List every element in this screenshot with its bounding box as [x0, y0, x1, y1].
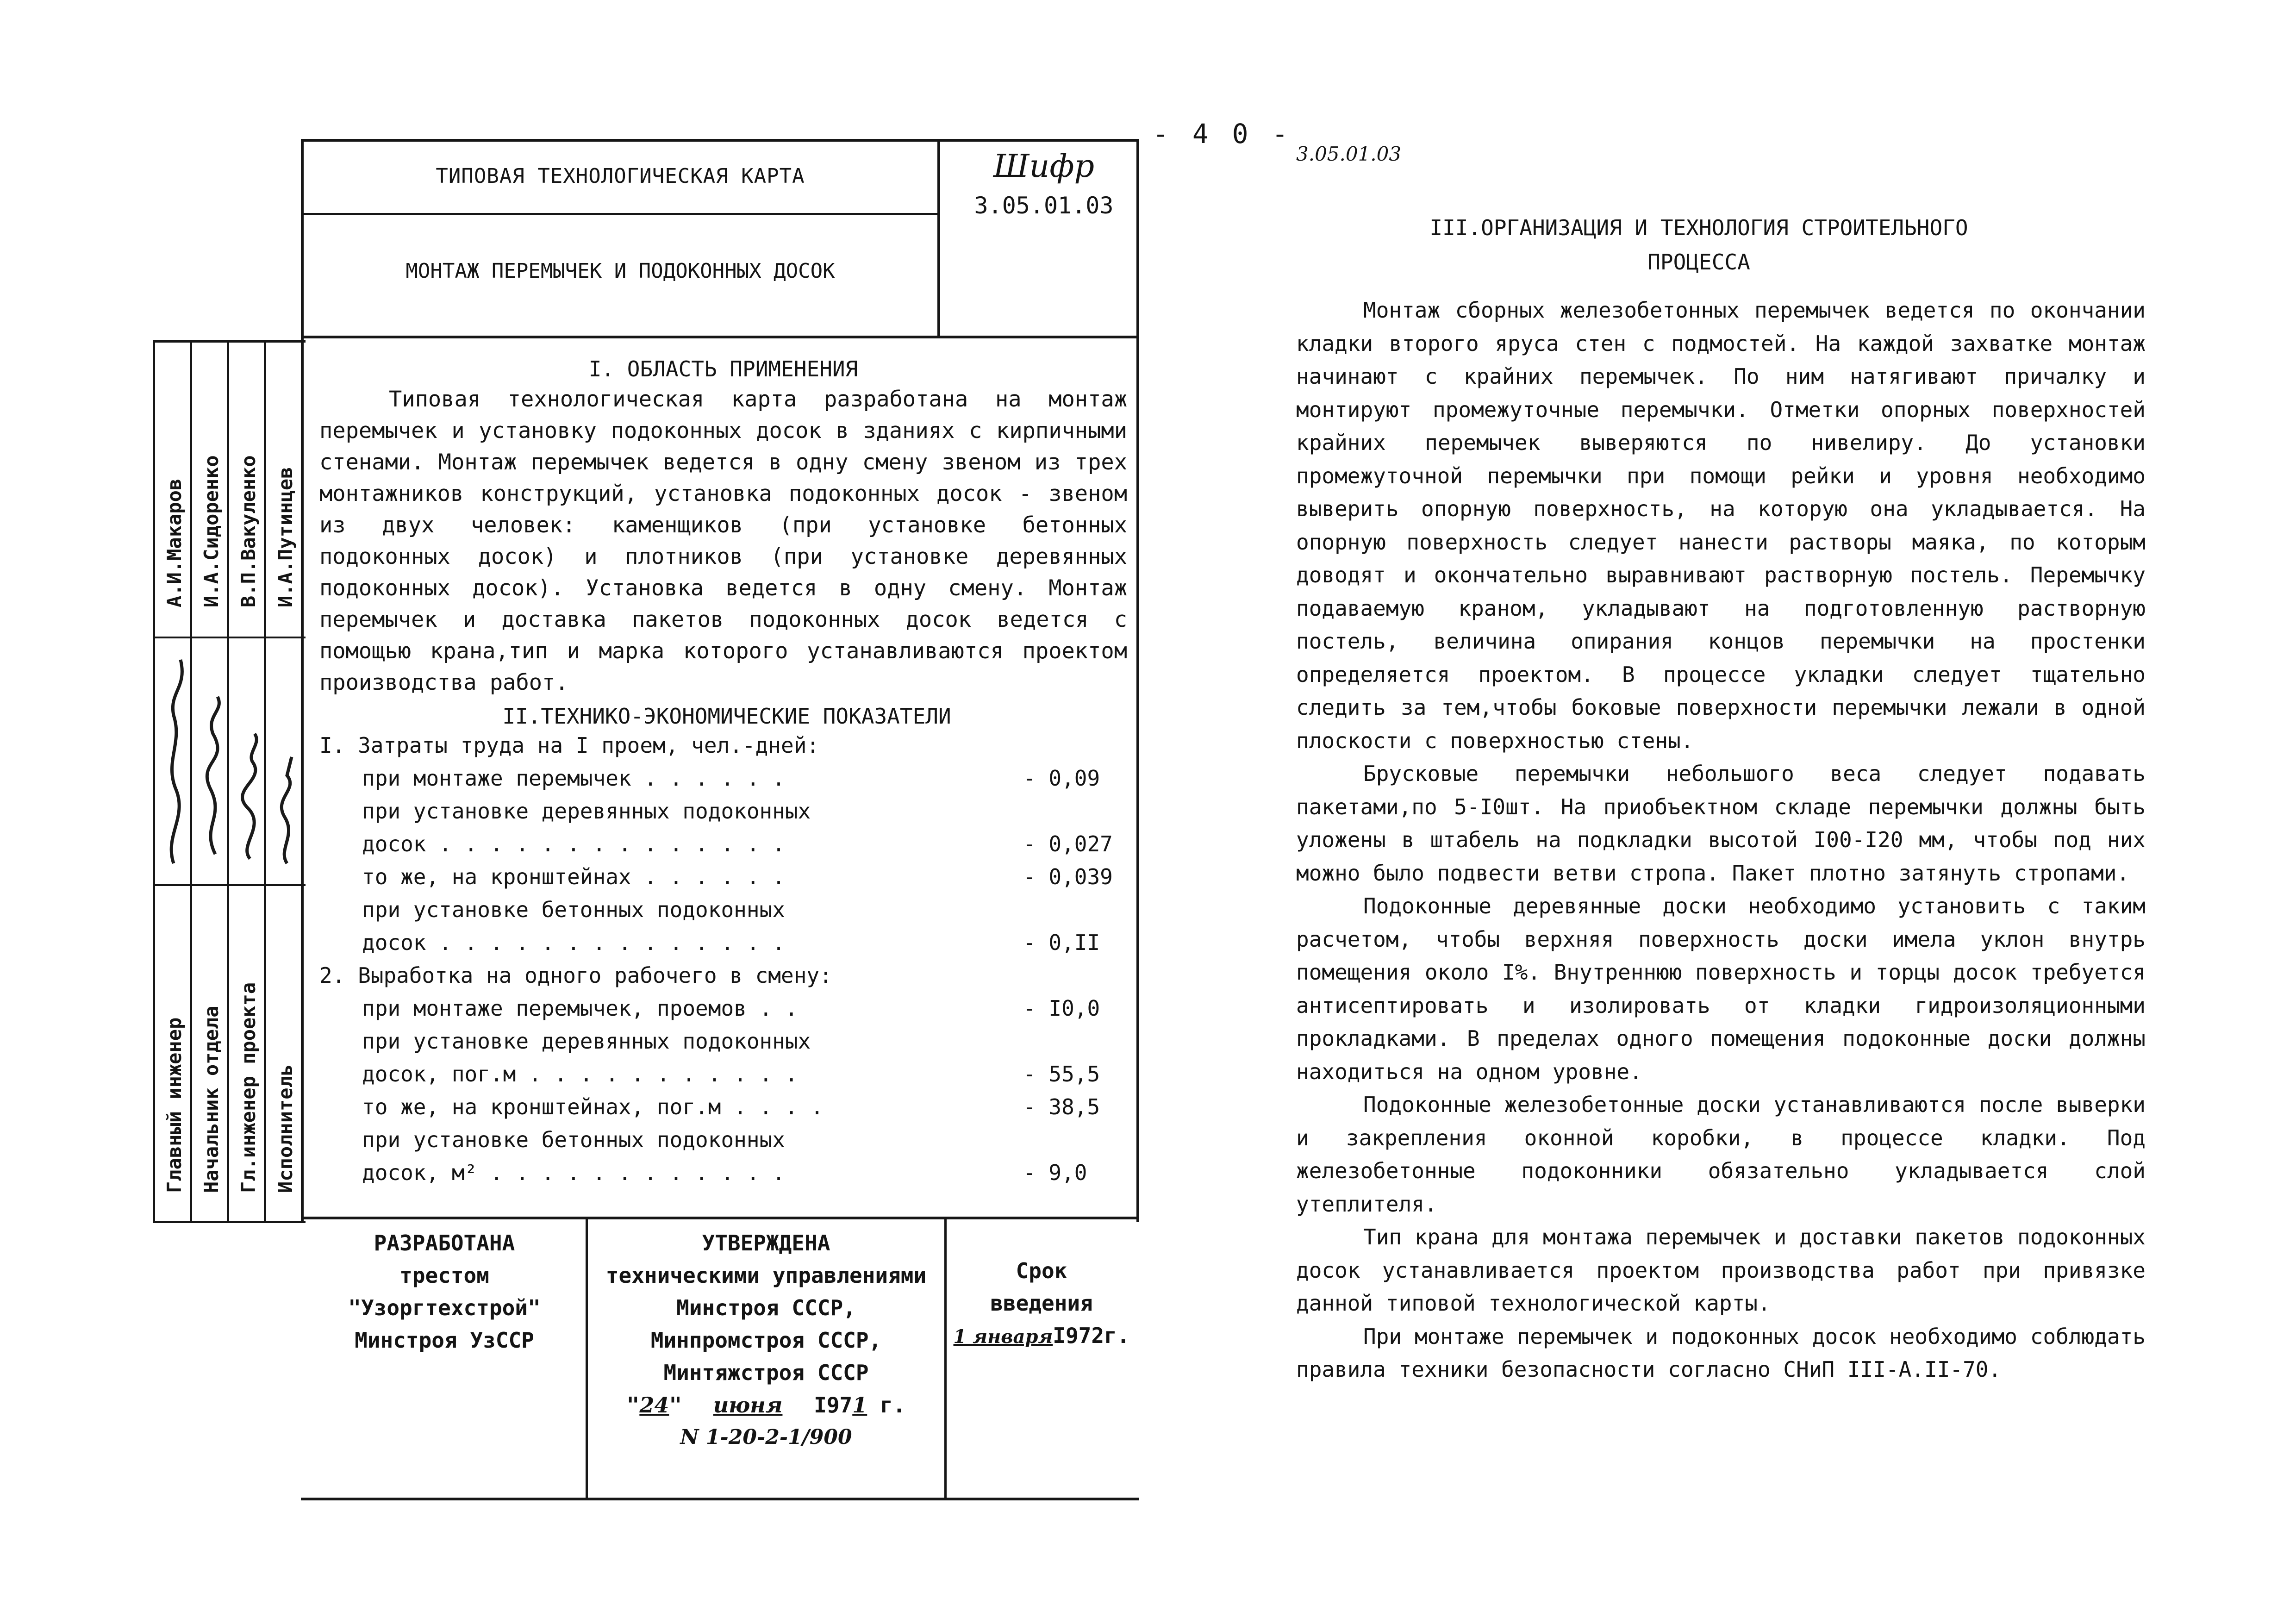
approved-line: Минпромстроя СССР,: [650, 1328, 882, 1353]
indicator-row: 2. Выработка на одного рабочего в смену:: [319, 963, 832, 988]
indicator-row: досок, м² . . . . . . . . . . . . - 9,0: [362, 1160, 1087, 1185]
section-heading: I. ОБЛАСТЬ ПРИМЕНЕНИЯ: [588, 356, 858, 381]
indicator-row: при установке деревянных подоконных: [362, 799, 811, 824]
indicator-row: при установке бетонных подоконных: [362, 1127, 785, 1152]
approved-day: 24: [639, 1393, 669, 1418]
footer-divider-1: [586, 1217, 588, 1499]
term-line: Срок: [1016, 1258, 1067, 1283]
strip-bottom: [153, 1221, 306, 1223]
indicator-row: при установке деревянных подоконных: [362, 1029, 811, 1054]
section-scope: [319, 354, 1127, 699]
cipher-code: 3.05.01.03: [974, 192, 1114, 219]
signer-name: А.И.Макаров: [163, 478, 186, 607]
signer-name: И.А.Путинцев: [274, 467, 297, 607]
body-paragraph: Брусковые перемычки небольшого веса следует подавать пакетами,по 5-I0шт. На приобъектном складе перемычки должны быть уложены в штабель на подкладки высотой I00-I20 мм, чтобы под них можно было подвести ветви стропа. Пакет плотно затянуть стропами.: [1296, 761, 2146, 886]
indicator-row: при установке бетонных подоконных: [362, 897, 785, 922]
developed-line: трестом: [399, 1263, 489, 1288]
term-date-hand: 1 января: [953, 1326, 1053, 1348]
signer-role: Исполнитель: [274, 1064, 297, 1193]
body-paragraph: Подоконные деревянные доски необходимо установить с таким расчетом, чтобы верхняя поверхность доски имела уклон внутрь помещения около I%. Внутреннюю поверхность и торцы досок требуется антисептировать и изолировать от кладки гидроизоляционными прокладками. В пределах одного помещения подоконные доски должны находиться на одном уровне.: [1296, 893, 2146, 1084]
body-paragraph: При монтаже перемычек и подоконных досок необходимо соблюдать правила техники безопасности согласно СНиП III-А.II-70.: [1296, 1324, 2146, 1382]
indicator-row: досок . . . . . . . . . . . . . . - 0,II: [362, 930, 1100, 955]
indicator-row: I. Затраты труда на I проем, чел.-дней:: [319, 733, 820, 758]
section-indicators: [319, 701, 1134, 1193]
body-paragraph: Монтаж сборных железобетонных перемычек ведется по окончании кладки второго яруса стен с подмостей. На каждой захватке монтаж начинают с крайних перемычек. По ним натягивают причалку и монтируют промежуточные перемычки. Отметки опорных поверхностей крайних перемычек выверяются по нивелиру. До установки промежуточной перемычки при помощи рейки и уровня необходимо выверить опорную поверхность, на которую она укладывается. На опорную поверхность следует нанести растворы маяка, по которым доводят и окончательно выравнивают растворную постель. Перемычку подаваемую краном, укладывают на подготовленную растворную постель, величина опирания концов перемычки на простенки определяется проектом. В процессе укладки следует тщательно следить за тем,чтобы боковые поверхности перемычки лежали в одной плоскости с поверхностью стены.: [1296, 298, 2146, 753]
developed-block: [306, 1227, 583, 1356]
frame-top-line: [301, 139, 1139, 142]
frame-right-line: [1136, 139, 1139, 1222]
section-heading: II.ТЕХНИКО-ЭКОНОМИЧЕСКИЕ ПОКАЗАТЕЛИ: [502, 704, 951, 729]
approved-block: [590, 1227, 942, 1454]
strip-sep-names: [153, 637, 306, 638]
strip-sep-signatures: [153, 884, 306, 886]
signature-roles: [157, 982, 297, 1216]
term-line: введения: [990, 1291, 1093, 1316]
indicator-row: то же, на кронштейнах . . . . . . - 0,039: [362, 864, 1113, 889]
handwritten-signatures: [155, 641, 306, 882]
indicator-row: досок . . . . . . . . . . . . . . - 0,027: [362, 831, 1113, 856]
term-year: I972г.: [1053, 1323, 1130, 1348]
term-date: [947, 1319, 1136, 1353]
approved-month: июня: [713, 1393, 783, 1418]
signature-mark: [207, 697, 219, 854]
approved-number: N 1-20-2-1/900: [680, 1425, 852, 1449]
developed-line: РАЗРАБОТАНА: [374, 1230, 515, 1255]
right-page-body: [1296, 294, 2146, 1387]
form-subtitle: МОНТАЖ ПЕРЕМЫЧЕК И ПОДОКОННЫХ ДОСОК: [406, 259, 835, 283]
signer-role: Главный инженер: [163, 1017, 186, 1193]
signer-role: Гл.инженер проекта: [237, 982, 260, 1193]
cipher-label: Шифр: [993, 148, 1095, 185]
indicator-row: при монтаже перемычек, проемов . . - I0,0: [362, 996, 1100, 1021]
title-line: III.ОРГАНИЗАЦИЯ И ТЕХНОЛОГИЯ СТРОИТЕЛЬНОГО: [1429, 215, 1968, 240]
indicator-row: досок, пог.м . . . . . . . . . . . - 55,5: [362, 1062, 1100, 1087]
header-divider: [301, 213, 940, 215]
indicator-row: то же, на кронштейнах, пог.м . . . . - 38,5: [362, 1094, 1100, 1119]
signer-name: В.П.Вакуленко: [237, 455, 260, 607]
page-number: - 4 0 -: [1153, 118, 1292, 150]
indicator-row: при монтаже перемычек . . . . . . - 0,09: [362, 766, 1100, 791]
signature-mark: [281, 757, 292, 863]
developed-line: "Узоргтехстрой": [348, 1295, 541, 1320]
signature-mark: [243, 734, 257, 859]
term-block: [947, 1255, 1136, 1353]
signer-role: Начальник отдела: [200, 1006, 223, 1193]
body-paragraph: Тип крана для монтажа перемычек и доставки пакетов подоконных досок устанавливается проектом производства работ при привязке данной типовой технологической карты.: [1296, 1224, 2146, 1316]
frame-bottom-line: [301, 1498, 1139, 1500]
approved-line: УТВЕРЖДЕНА: [702, 1230, 830, 1255]
approved-line: техническими управлениями: [605, 1263, 927, 1288]
signature-mark: [171, 660, 182, 863]
approved-line: Минстроя СССР,: [676, 1295, 856, 1320]
right-page-title: [1305, 211, 2092, 279]
strip-top: [153, 340, 306, 343]
form-title: ТИПОВАЯ ТЕХНОЛОГИЧЕСКАЯ КАРТА: [436, 164, 805, 188]
developed-line: Минстроя УзССР: [355, 1328, 534, 1353]
body-paragraph: Подоконные железобетонные доски устанавливаются после выверки и закрепления оконной коробки, в процессе кладки. Под железобетонные подоконники обязательно укладывается слой утеплителя.: [1296, 1092, 2146, 1217]
header-bottom-line: [301, 336, 1139, 338]
signer-name: И.А.Сидоренко: [200, 455, 223, 607]
title-line: ПРОЦЕССА: [1647, 250, 1750, 275]
right-page-code: 3.05.01.03: [1296, 143, 1402, 165]
footer-top-line: [301, 1217, 1139, 1219]
approved-date: "24" июня I971 г.: [626, 1393, 906, 1418]
section-text: Типовая технологическая карта разработана на монтаж перемычек и установку подоконных досок в зданиях с кирпичными стенами. Монтаж перемычек ведется в одну смену звеном из трех монтажников конструкций, установка подоконных досок - звеном из двух человек: каменщиков (при установке бетонных подоконных досок) и плотников (при установке деревянных подоконных досок). Установка ведется в одну смену. Монтаж перемычек и доставка пакетов подоконных досок ведется с помощью крана,тип и марка которого устанавливаются проектом производства работ.: [319, 387, 1127, 695]
approved-line: Минтяжстроя СССР: [663, 1360, 869, 1385]
